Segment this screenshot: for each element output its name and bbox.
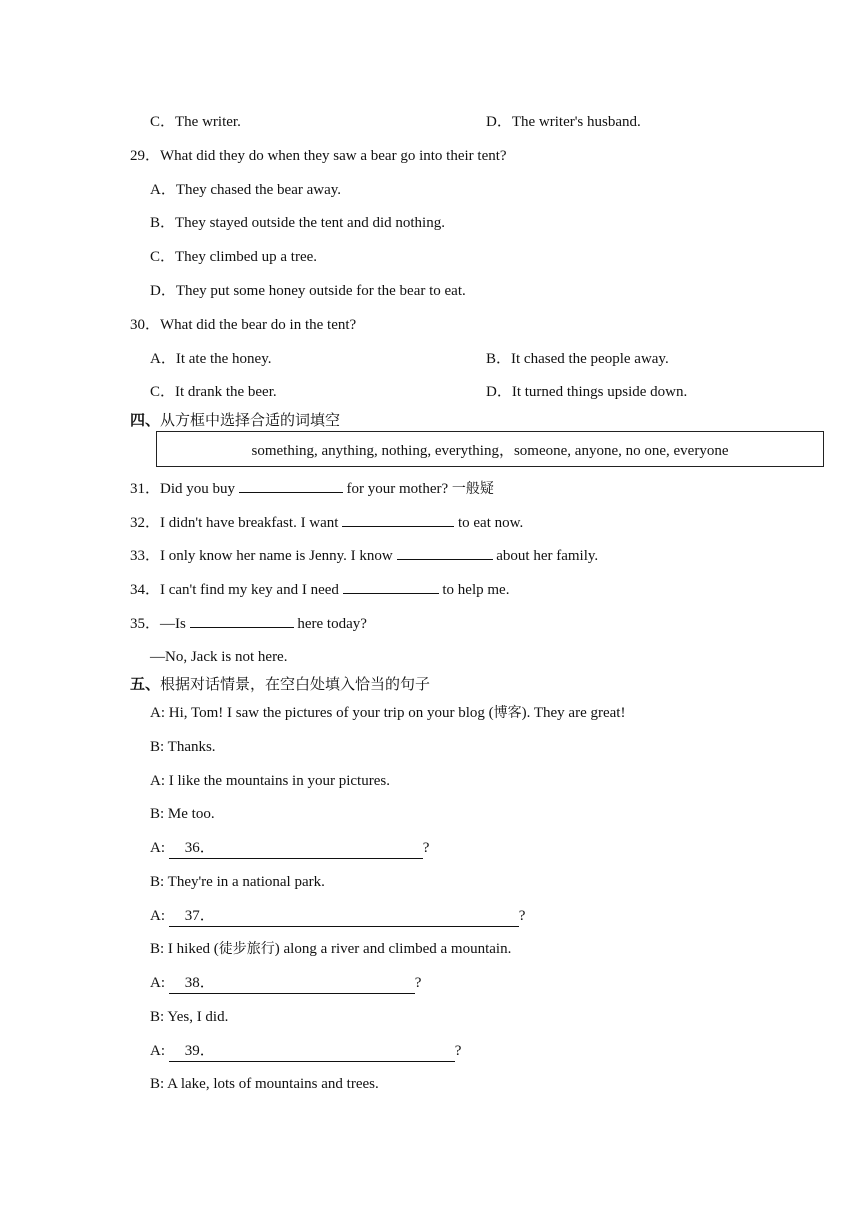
q34-text: 34．I can't find my key and I need: [130, 582, 343, 598]
q31-note: 一般疑: [451, 481, 494, 497]
q37-number: 37．: [184, 908, 215, 924]
q37-mark: ?: [518, 908, 526, 924]
q36-mark: ?: [422, 840, 430, 856]
q35-reply: —No, Jack is not here.: [150, 649, 288, 665]
q39-number: 39．: [184, 1043, 215, 1059]
section-4-title: 从方框中选择合适的词填空: [160, 411, 341, 429]
q30-option-c: C．It drank the beer.: [150, 384, 277, 400]
q30-stem: 30．What did the bear do in the tent?: [130, 317, 357, 333]
q31-text: 31．Did you buy: [130, 481, 239, 497]
q29-option-c: C．They climbed up a tree.: [150, 249, 318, 265]
section-4-number: 四、: [130, 411, 161, 429]
q34-blank[interactable]: [343, 579, 439, 594]
q38-speaker: A:: [150, 975, 165, 991]
q33-text: 33．I only know her name is Jenny. I know: [130, 548, 397, 564]
q38-mark: ?: [414, 975, 422, 991]
dialog-q36: [150, 838, 429, 859]
q37-speaker: A:: [150, 908, 165, 924]
dialog-q38: [150, 973, 421, 994]
section-4-heading: [130, 410, 340, 430]
q28-option-d: D．The writer's husband.: [486, 114, 641, 130]
q30-option-a: A．It ate the honey.: [150, 351, 272, 367]
section-5-title: 根据对话情景，在空白处填入恰当的句子: [160, 675, 431, 693]
dialog-q37: [150, 906, 525, 927]
q32-text-end: to eat now.: [457, 515, 524, 531]
q29-option-a: A．They chased the bear away.: [150, 182, 342, 198]
q31: [130, 478, 494, 499]
dialog-line-1-text: A: Hi, Tom! I saw the pictures of your trip on your blog (: [150, 705, 494, 721]
dialog-line-6: B: They're in a national park.: [150, 874, 325, 890]
dialog-line-1-text-end: ). They are great!: [521, 705, 626, 721]
q29-option-d: D．They put some honey outside for the bear to eat.: [150, 283, 466, 299]
q38-number: 38．: [184, 975, 215, 991]
dialog-line-2: B: Thanks.: [150, 739, 216, 755]
q33-blank[interactable]: [397, 545, 493, 560]
q31-text-end: for your mother?: [346, 481, 449, 497]
q29-option-b: B．They stayed outside the tent and did nothing.: [150, 215, 445, 231]
q35: [130, 613, 367, 634]
dialog-line-1: [150, 703, 625, 723]
dialog-line-3: A: I like the mountains in your pictures.: [150, 773, 390, 789]
dialog-line-8-text: B: I hiked (: [150, 941, 219, 957]
word-box-text: something, anything, nothing, everything，someone, anyone, no one, everyone: [251, 442, 729, 459]
section-5-heading: [130, 674, 430, 694]
dialog-line-10: B: Yes, I did.: [150, 1009, 229, 1025]
q32-blank[interactable]: [342, 512, 454, 527]
q32: [130, 512, 523, 533]
q35-text-end: here today?: [297, 616, 367, 632]
q29-stem: 29．What did they do when they saw a bear go into their tent?: [130, 148, 507, 164]
dialog-line-4: B: Me too.: [150, 806, 215, 822]
q39-mark: ?: [454, 1043, 462, 1059]
q36-number: 36．: [184, 840, 215, 856]
dialog-line-8-text-end: ) along a river and climbed a mountain.: [274, 941, 512, 957]
dialog-q39: [150, 1041, 461, 1062]
q30-option-b: B．It chased the people away.: [486, 351, 669, 367]
q39-blank[interactable]: [169, 1041, 455, 1062]
section-5-number: 五、: [130, 675, 161, 693]
q38-blank[interactable]: [169, 973, 415, 994]
q35-text: 35．—Is: [130, 616, 190, 632]
dialog-line-1-gloss: 博客: [493, 705, 522, 721]
q32-text: 32．I didn't have breakfast. I want: [130, 515, 343, 531]
dialog-line-12: B: A lake, lots of mountains and trees.: [150, 1076, 379, 1092]
dialog-line-8: [150, 939, 511, 959]
word-box: [156, 431, 824, 467]
q33: [130, 545, 598, 566]
q39-speaker: A:: [150, 1043, 165, 1059]
q36-speaker: A:: [150, 840, 165, 856]
q30-option-d: D．It turned things upside down.: [486, 384, 688, 400]
q34: [130, 579, 509, 600]
dialog-line-8-gloss: 徒步旅行: [218, 941, 275, 957]
q36-blank[interactable]: [169, 838, 423, 859]
q31-blank[interactable]: [239, 478, 343, 493]
q34-text-end: to help me.: [442, 582, 510, 598]
q28-option-c: C．The writer.: [150, 114, 241, 130]
q33-text-end: about her family.: [496, 548, 599, 564]
q37-blank[interactable]: [169, 906, 519, 927]
q35-blank[interactable]: [190, 613, 294, 628]
